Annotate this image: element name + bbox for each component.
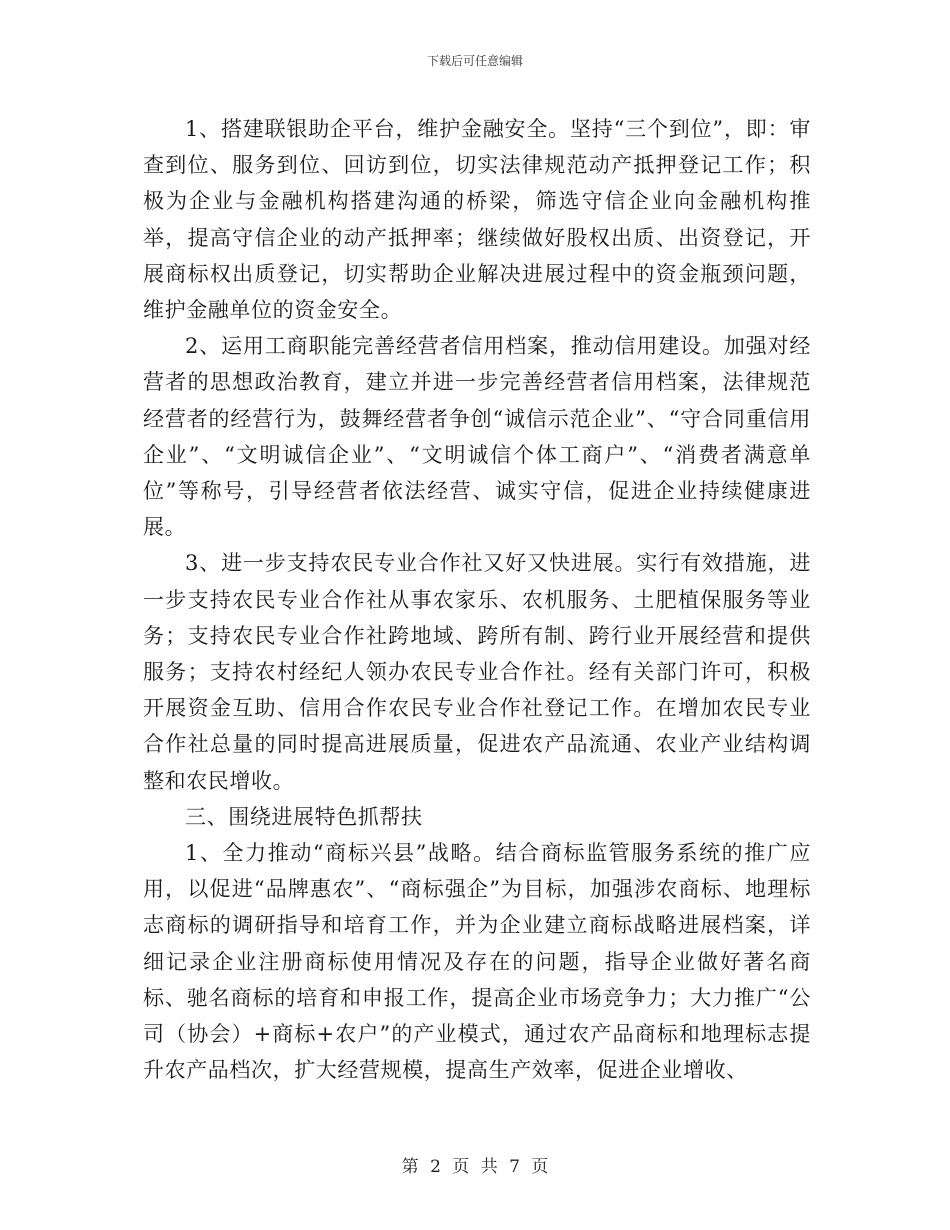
page-footer [0,1156,950,1178]
paragraph-2: 2、运用工商职能完善经营者信用档案，推动信用建设。加强对经营者的思想政治教育，建立并进一步完善经营者信用档案，法律规范经营者的经营行为，鼓舞经营者争创“诚信示范企业”、“守合同重信用企业”、“文明诚信企业”、“文明诚信个体工商户”、“消费者满意单位”等称号，引导经营者依法经营、诚实守信，促进企业持续健康进展。 [143,334,811,540]
total-pages-number: 7 [509,1157,520,1177]
section-heading: 三、围绕进展特色抓帮扶 [185,804,423,829]
document-body [143,111,811,1088]
footer-suffix: 页 [531,1157,549,1177]
footer-total-word: 共 [480,1157,498,1177]
paragraph-3: 3、进一步支持农民专业合作社又好又快进展。实行有效措施，进一步支持农民专业合作社从事农家乐、农机服务、土肥植保服务等业务；支持农民专业合作社跨地域、跨所有制、跨行业开展经营和提供服务；支持农村经纪人领办农民专业合作社。经有关部门许可，积极开展资金互助、信用合作农民专业合作社登记工作。在增加农民专业合作社总量的同时提高进展质量，促进农产品流通、农业产业结构调整和农民增收。 [143,551,811,793]
current-page-number: 2 [430,1157,441,1177]
page-header: 下载后可任意编辑 [426,54,523,68]
paragraph-4: 1、全力推动“商标兴县”战略。结合商标监管服务系统的推广应用，以促进“品牌惠农”、“商标强企”为目标，加强涉农商标、地理标志商标的调研指导和培育工作，并为企业建立商标战略进展档案，详细记录企业注册商标使用情况及存在的问题，指导企业做好著名商标、驰名商标的培育和申报工作，提高企业市场竞争力；大力推广“公司（协会）+商标+农户”的产业模式，通过农产品商标和地理标志提升农产品档次，扩大经营规模，提高生产效率，促进企业增收、 [143,841,811,1083]
paragraph-1: 1、搭建联银助企平台，维护金融安全。坚持“三个到位”，即：审查到位、服务到位、回访到位，切实法律规范动产抵押登记工作；积极为企业与金融机构搭建沟通的桥梁，筛选守信企业向金融机构推举，提高守信企业的动产抵押率；继续做好股权出质、出资登记，开展商标权出质登记，切实帮助企业解决进展过程中的资金瓶颈问题，维护金融单位的资金安全。 [143,117,811,323]
footer-page-word: 页 [452,1157,470,1177]
footer-prefix: 第 [401,1157,419,1177]
